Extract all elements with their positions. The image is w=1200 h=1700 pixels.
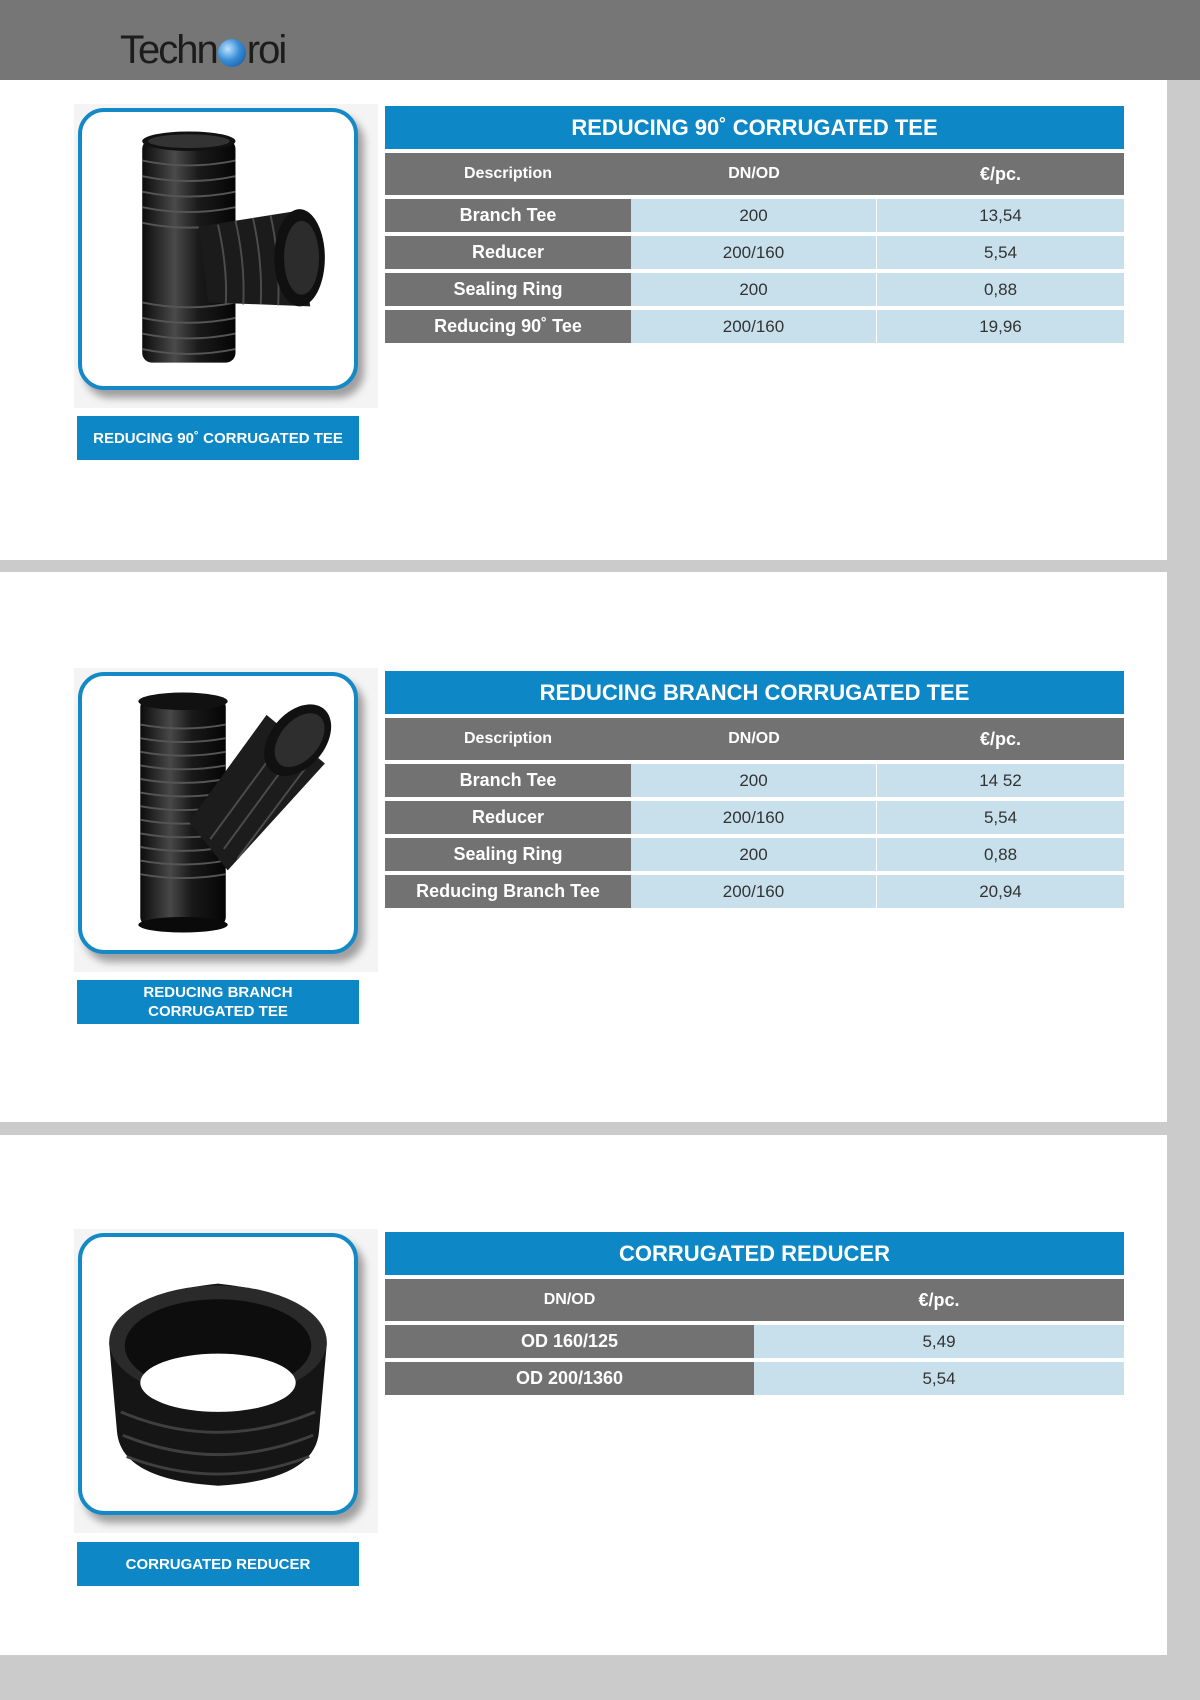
row-price: 5,49 — [754, 1325, 1124, 1358]
table-header-row — [385, 153, 1124, 195]
row-description: Reducer — [385, 236, 631, 269]
table-header-row — [385, 718, 1124, 760]
product-image-card — [74, 668, 378, 972]
table-row — [385, 1362, 1124, 1395]
header-description: Description — [463, 165, 552, 182]
header-dn-od: DN/OD — [543, 1291, 596, 1308]
table-header-row — [385, 1279, 1124, 1321]
table-row — [385, 838, 1124, 871]
caption-line-2: CORRUGATED TEE — [148, 1003, 288, 1020]
table-title: REDUCING BRANCH CORRUGATED TEE — [385, 671, 1124, 714]
header-bar — [0, 0, 1200, 80]
header-price: €/pc. — [979, 728, 1022, 749]
branch-tee-pipe-image — [82, 676, 354, 950]
row-description: Reducer — [385, 801, 631, 834]
row-dn-od: 200/160 — [631, 875, 877, 908]
product-caption: REDUCING 90˚ CORRUGATED TEE — [77, 416, 359, 460]
row-price: 5,54 — [877, 236, 1124, 269]
row-dn-od: 200 — [631, 764, 877, 797]
row-price: 0,88 — [877, 273, 1124, 306]
table-row — [385, 310, 1124, 343]
reducer-pipe-image — [82, 1237, 354, 1511]
row-dn-od: 200/160 — [631, 801, 877, 834]
table-row — [385, 273, 1124, 306]
table-title: CORRUGATED REDUCER — [385, 1232, 1124, 1275]
globe-logo-icon — [218, 39, 246, 67]
tee-pipe-image — [82, 112, 354, 386]
row-dn-od: 200/160 — [631, 310, 877, 343]
row-description: Sealing Ring — [385, 273, 631, 306]
row-description: Reducing 90˚ Tee — [385, 310, 631, 343]
row-dn-od: OD 200/1360 — [385, 1362, 754, 1395]
row-description: Branch Tee — [385, 764, 631, 797]
row-dn-od: 200 — [631, 838, 877, 871]
row-price: 19,96 — [877, 310, 1124, 343]
row-price: 20,94 — [877, 875, 1124, 908]
table-row — [385, 236, 1124, 269]
table-row — [385, 1325, 1124, 1358]
table-row — [385, 875, 1124, 908]
price-table-corrugated-reducer — [385, 1232, 1124, 1395]
product-image-frame — [78, 108, 358, 390]
page-edge-strip — [1167, 80, 1200, 1655]
table-row — [385, 764, 1124, 797]
row-description: Reducing Branch Tee — [385, 875, 631, 908]
row-dn-od: 200 — [631, 199, 877, 232]
caption-line-1: REDUCING BRANCH — [143, 984, 293, 1001]
header-price: €/pc. — [979, 163, 1022, 184]
product-caption — [77, 980, 359, 1024]
price-table-reducing-branch-tee — [385, 671, 1124, 908]
logo-text-start: Techn — [120, 27, 217, 72]
row-dn-od: OD 160/125 — [385, 1325, 754, 1358]
product-image-frame — [78, 1233, 358, 1515]
product-image-card — [74, 1229, 378, 1533]
row-description: Branch Tee — [385, 199, 631, 232]
row-price: 5,54 — [877, 801, 1124, 834]
row-dn-od: 200/160 — [631, 236, 877, 269]
header-price: €/pc. — [918, 1289, 960, 1310]
header-description: Description — [463, 730, 552, 747]
product-caption: CORRUGATED REDUCER — [77, 1542, 359, 1586]
header-dn-od: DN/OD — [728, 165, 780, 182]
row-description: Sealing Ring — [385, 838, 631, 871]
row-price: 14 52 — [877, 764, 1124, 797]
price-table-reducing-90-tee — [385, 106, 1124, 343]
table-title: REDUCING 90˚ CORRUGATED TEE — [385, 106, 1124, 149]
company-logo — [120, 26, 285, 74]
row-price: 13,54 — [877, 199, 1124, 232]
logo-text-end: roi — [246, 27, 286, 72]
product-image-frame — [78, 672, 358, 954]
table-row — [385, 801, 1124, 834]
row-price: 0,88 — [877, 838, 1124, 871]
table-row — [385, 199, 1124, 232]
row-price: 5,54 — [754, 1362, 1124, 1395]
header-dn-od: DN/OD — [728, 730, 780, 747]
row-dn-od: 200 — [631, 273, 877, 306]
product-image-card — [74, 104, 378, 408]
